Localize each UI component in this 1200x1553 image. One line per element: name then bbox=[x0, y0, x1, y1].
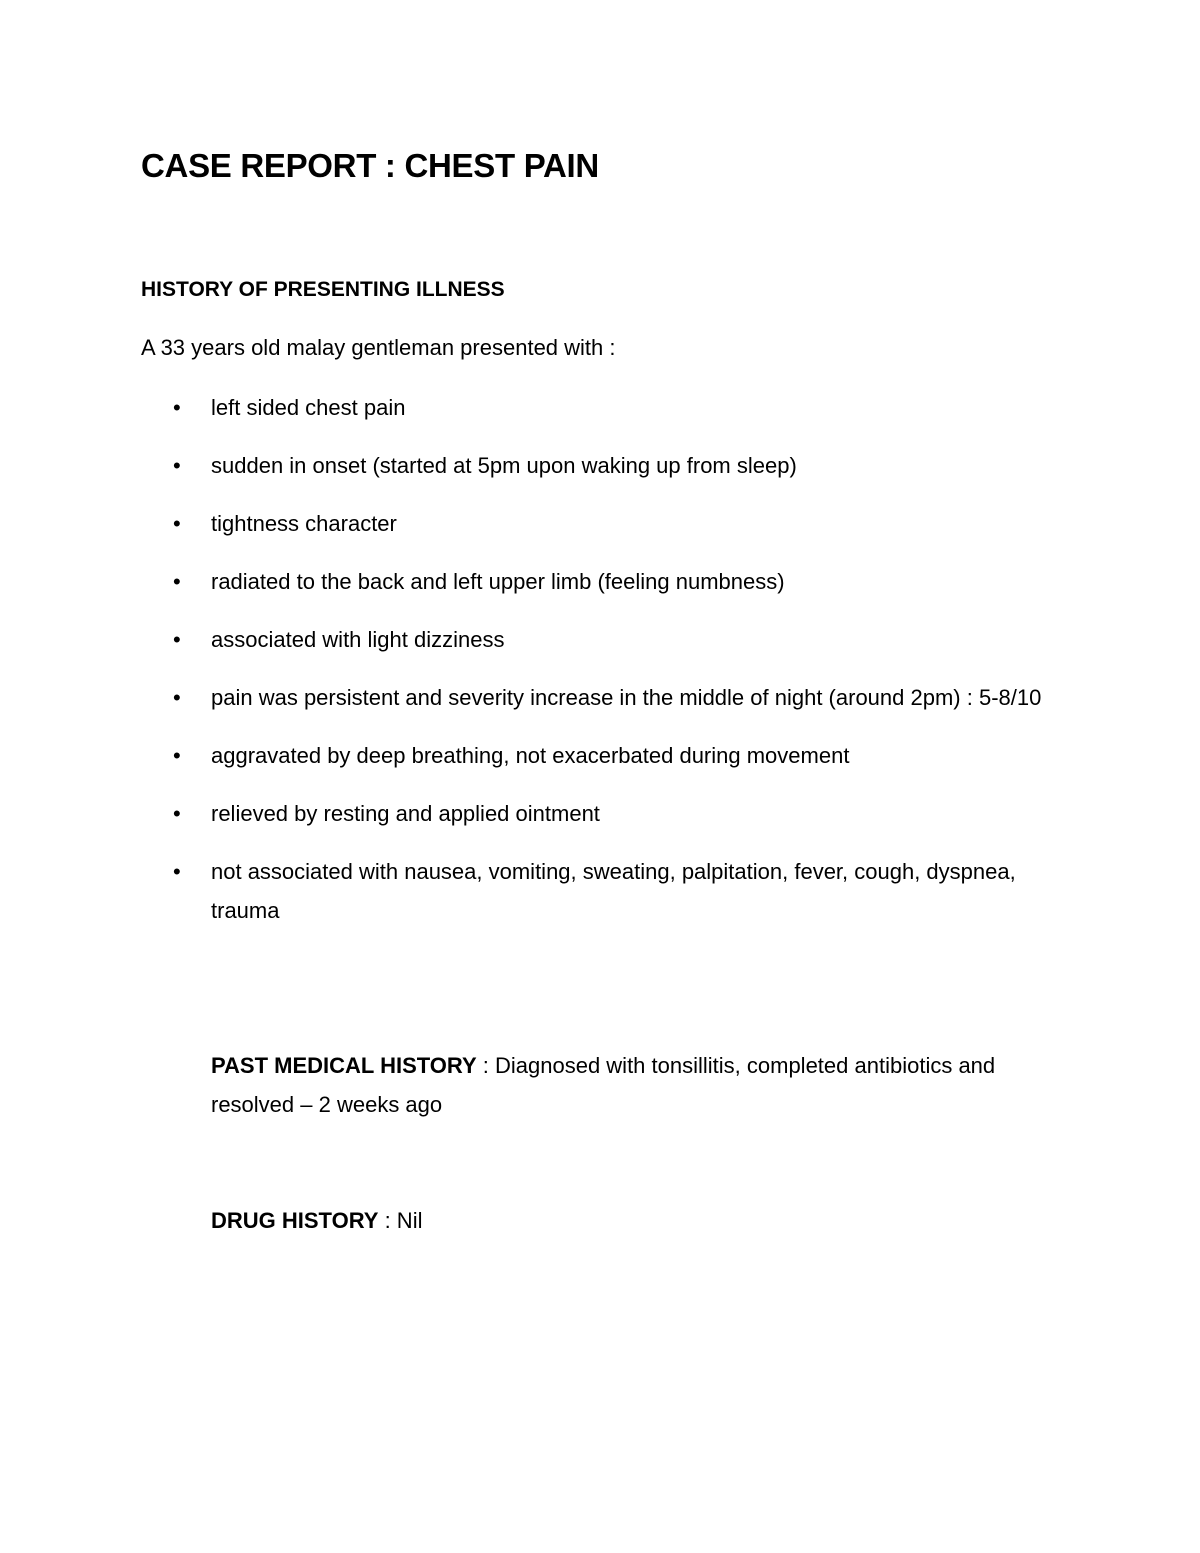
symptom-text: radiated to the back and left upper limb (feeling numbness) bbox=[211, 569, 785, 594]
list-item bbox=[0, 795, 1051, 834]
list-item bbox=[0, 737, 1051, 776]
symptom-text: aggravated by deep breathing, not exacerbated during movement bbox=[211, 743, 850, 768]
symptom-text: tightness character bbox=[211, 511, 397, 536]
list-item bbox=[0, 447, 1051, 486]
past-medical-history-label: PAST MEDICAL HISTORY bbox=[211, 1053, 477, 1078]
bullet-icon: • bbox=[173, 743, 181, 768]
drug-history-text: : Nil bbox=[378, 1208, 423, 1233]
list-item bbox=[0, 563, 1051, 602]
symptom-text: not associated with nausea, vomiting, sweating, palpitation, fever, cough, dyspnea, trauma bbox=[211, 859, 1016, 923]
list-item bbox=[0, 389, 1051, 428]
list-item bbox=[0, 621, 1051, 660]
drug-history bbox=[211, 1201, 422, 1240]
symptom-text: left sided chest pain bbox=[211, 395, 406, 420]
symptom-text: sudden in onset (started at 5pm upon waking up from sleep) bbox=[211, 453, 797, 478]
page-title: CASE REPORT : CHEST PAIN bbox=[141, 147, 599, 184]
bullet-icon: • bbox=[173, 627, 181, 652]
intro-text: A 33 years old malay gentleman presented with : bbox=[141, 335, 616, 360]
bullet-icon: • bbox=[173, 859, 181, 884]
symptom-text: pain was persistent and severity increase in the middle of night (around 2pm) : 5-8/10 bbox=[211, 685, 1042, 710]
symptom-list bbox=[0, 389, 1200, 950]
bullet-icon: • bbox=[173, 395, 181, 420]
list-item bbox=[0, 853, 1051, 930]
hpi-heading: HISTORY OF PRESENTING ILLNESS bbox=[141, 278, 505, 301]
past-medical-history-text: : Diagnosed with tonsillitis, completed antibiotics and resolved – 2 weeks ago bbox=[211, 1053, 996, 1117]
bullet-icon: • bbox=[173, 685, 181, 710]
bullet-icon: • bbox=[173, 511, 181, 536]
bullet-icon: • bbox=[173, 569, 181, 594]
bullet-icon: • bbox=[173, 453, 181, 478]
drug-history-label: DRUG HISTORY bbox=[211, 1208, 379, 1233]
symptom-text: relieved by resting and applied ointment bbox=[211, 801, 600, 826]
bullet-icon: • bbox=[173, 801, 181, 826]
symptom-text: associated with light dizziness bbox=[211, 627, 505, 652]
list-item bbox=[0, 505, 1051, 544]
past-medical-history bbox=[211, 1046, 1071, 1124]
list-item bbox=[0, 679, 1051, 718]
